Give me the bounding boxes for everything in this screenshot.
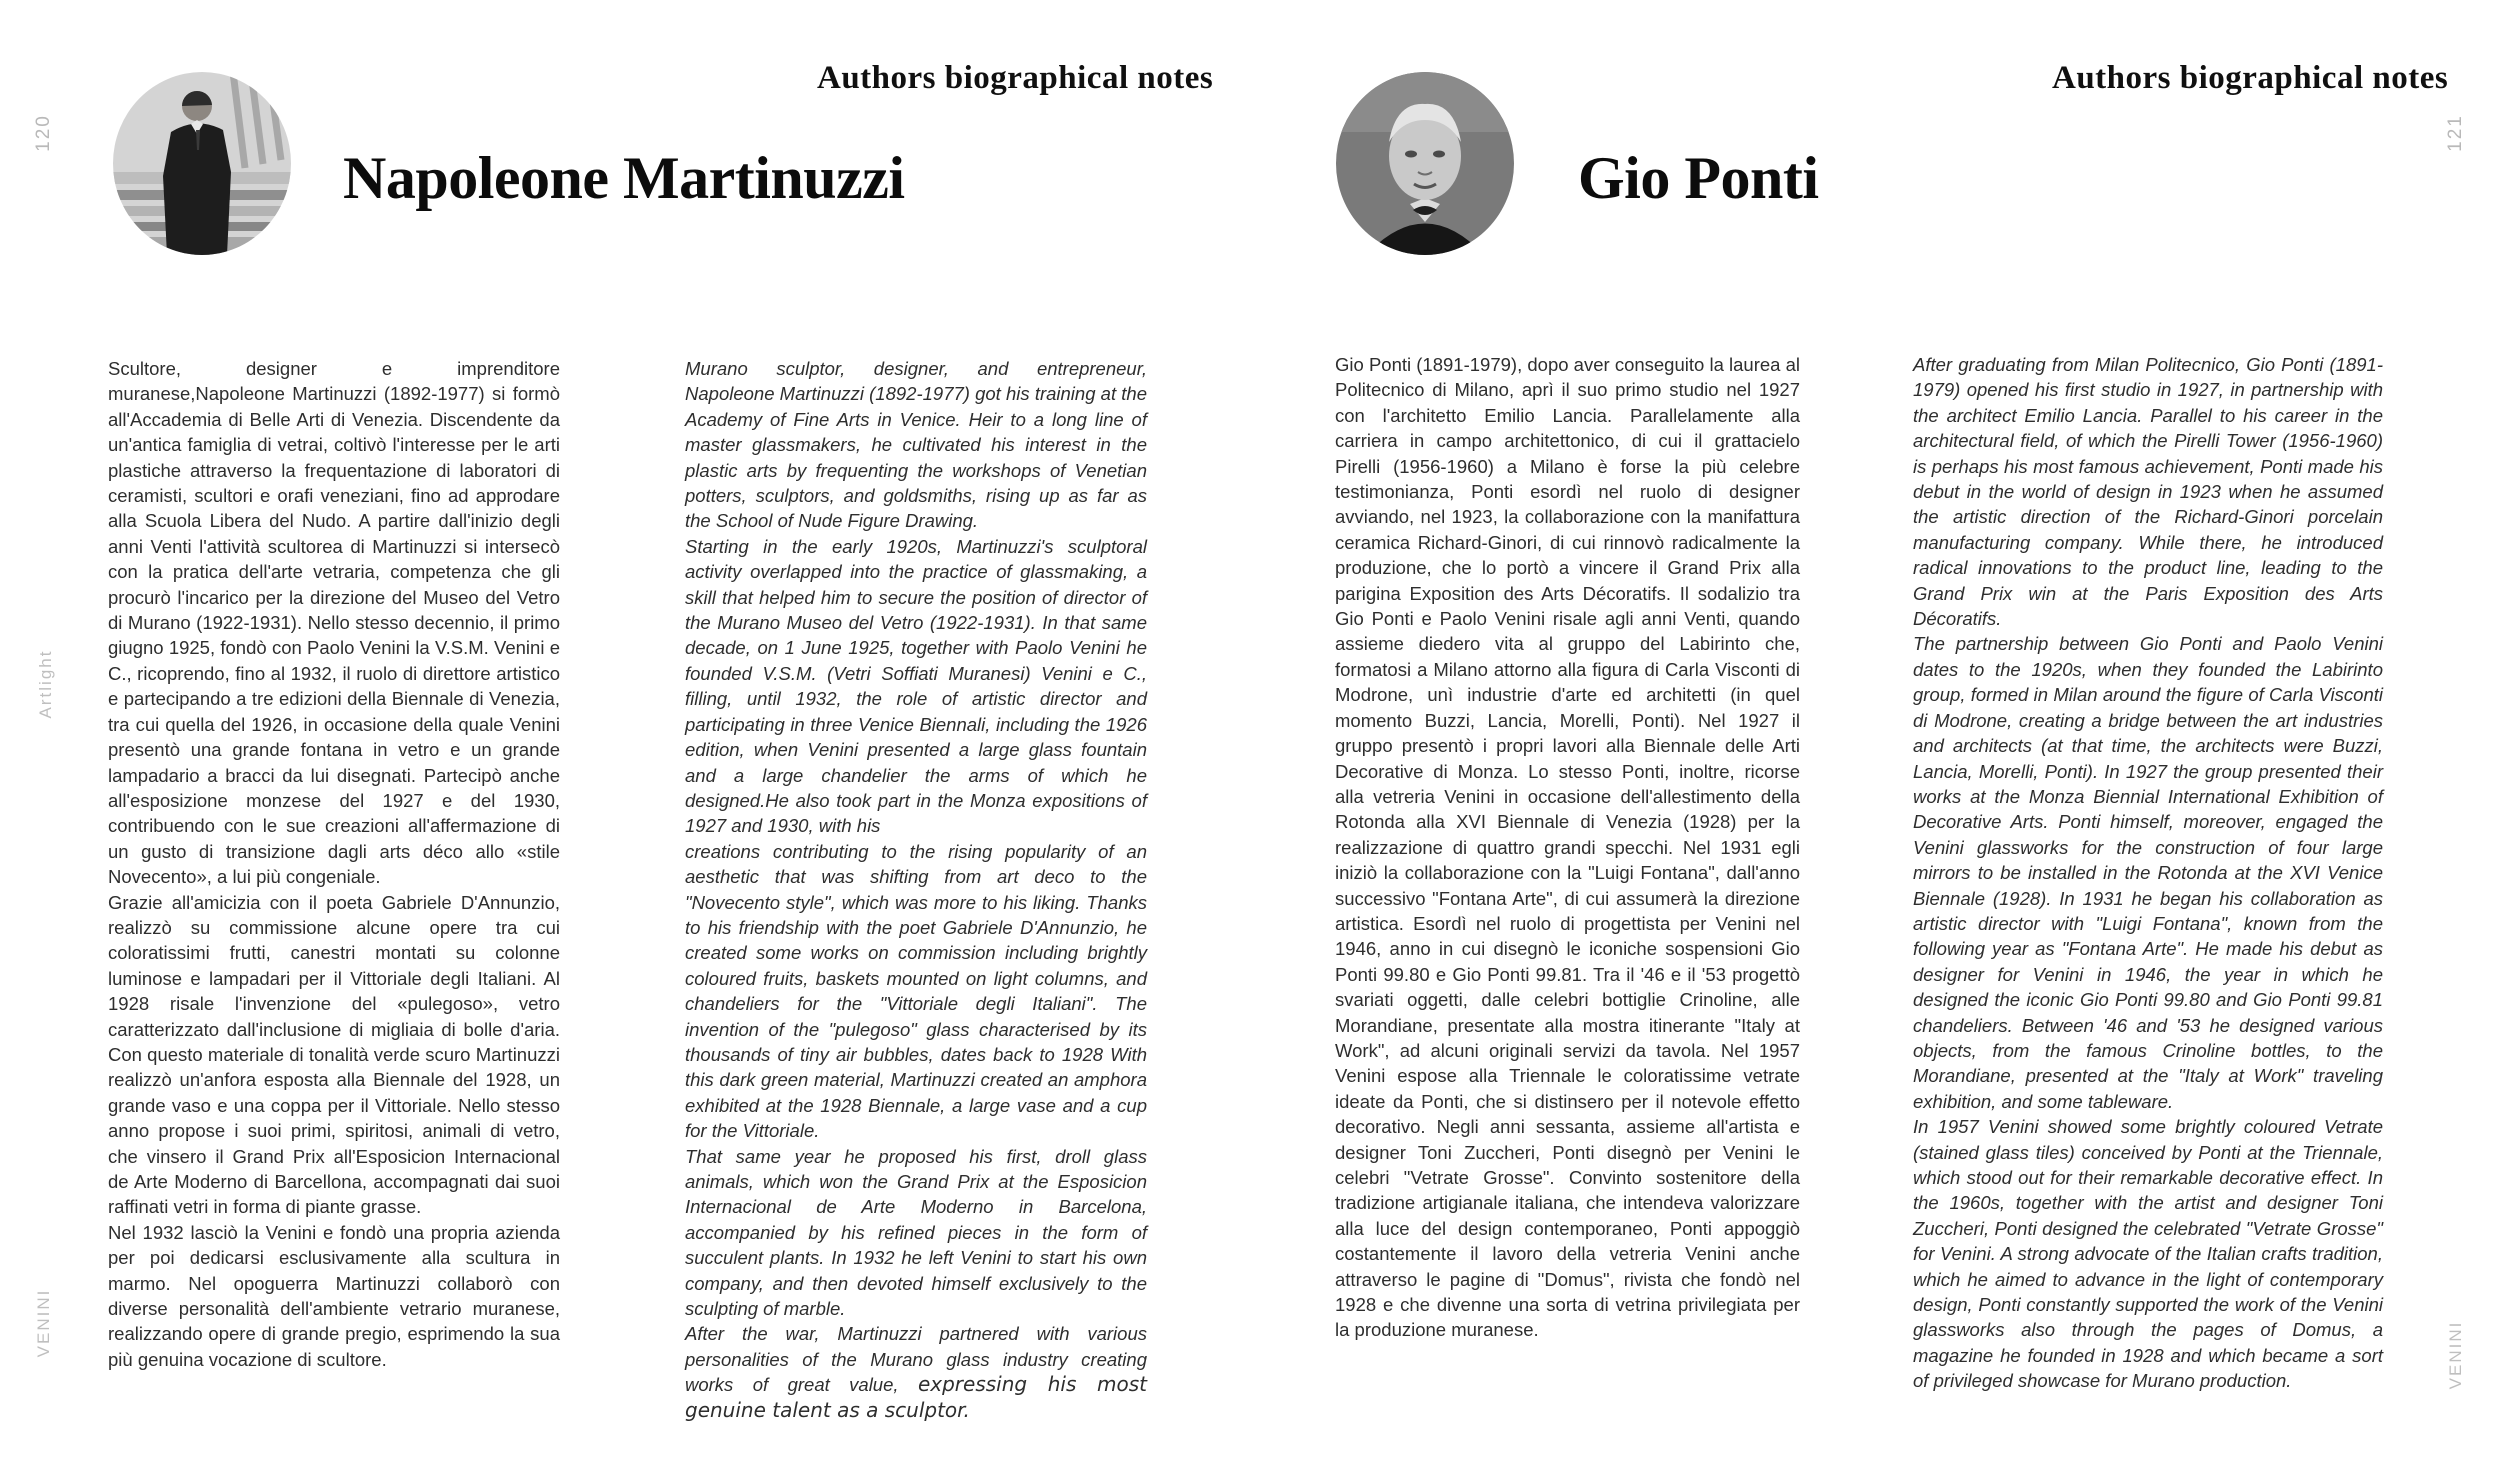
text-segment: Nel 1932 lasciò la Venini e fondò una propria azienda per poi dedicarsi esclusivamente alla scultura in marmo. Nel opoguerra Martinuzzi collaborò con diverse personalità dell'ambiente vetrario muranese, realizzando opere di grande pregio, esprimendo la sua più genuina vocazione di scultore. xyxy=(108,1221,560,1370)
paragraph xyxy=(685,1144,1147,1322)
text-segment: Gio Ponti (1891-1979), dopo aver conseguito la laurea al Politecnico di Milano, aprì il suo primo studio nel 1927 con l'architetto Emilio Lancia. Parallelamente alla carriera in campo architettonico, di cui il grattacielo Pirelli (1956-1960) a Milano è forse la più celebre testimonianza, Ponti esordì nel ruolo di designer avviando, nel 1923, la collaborazione con la manifattura ceramica Richard-Ginori, di cui rinnovò radicalmente la produzione, che lo portò a vincere il Grand Prix alla parigina Exposition des Arts Décoratifs. Il sodalizio tra Gio Ponti e Paolo Venini risale agli anni Venti, quando assieme diedero vita al gruppo del Labirinto che, formatosi a Milano attorno alla figura di Carla Visconti di Modrone, unì industrie d'arte ed architetti (in quel momento Buzzi, Lancia, Morelli, Ponti). Nel 1927 il gruppo presentò i propri lavori alla Biennale delle Arti Decorative di Monza. Lo stesso Ponti, inoltre, ricorse alla vetreria Venini in occasione dell'allestimento della Rotonda alla XVI Biennale di Venezia (1928) per la realizzazione di quattro grandi specchi. Nel 1931 egli iniziò la collaborazione con la "Luigi Fontana", dall'anno successivo "Fontana Arte", di cui assumerà la direzione artistica. Esordì nel ruolo di progettista per Venini nel 1946, anno in cui disegnò le iconiche sospensioni Gio Ponti 99.80 e Gio Ponti 99.81. Tra il '46 e il '53 progettò svariati oggetti, dalle celebri bottiglie Crinoline, alle Morandiane, presentate alla mostra itinerante "Italy at Work", ad alcuni originali servizi da tavola. Nel 1957 Venini espose alla Triennale le coloratissime vetrate ideate da Ponti, che si distinsero per il notevole effetto decorativo. Negli anni sessanta, assieme all'artista e designer Toni Zuccheri, Ponti disegnò per Venini le celebri "Vetrate Grosse". Convinto sostenitore della tradizione artigianale italiana, che intendeva valorizzare alla luce del design contemporaneo, Ponti appoggiò costantemente il lavoro della vetreria Venini anche attraverso le pagine di "Domus", rivista che fondò nel 1928 e che divenne una sorta di vetrina privilegiata per la produzione muranese. xyxy=(1335,354,1800,1341)
bio-italian-martinuzzi xyxy=(108,356,560,1372)
text-segment: creations contributing to the rising popularity of an aesthetic that was shifting from art deco to the "Novecento style", which was more to his liking. Thanks to his friendship with the poet Gabriele D'Annunzio, he created some works on commission including brightly coloured fruits, baskets mounted on light columns, and chandeliers for the "Vittoriale degli Italiani". The invention of the "pulegoso" glass characterised by its thousands of tiny air bubbles, dates back to 1928 With this dark green material, Martinuzzi created an amphora exhibited at the 1928 Biennale, a large vase and a cup for the Vittoriale. xyxy=(685,840,1147,1142)
paragraph xyxy=(1913,631,2383,1114)
bio-english-ponti xyxy=(1913,352,2383,1394)
paragraph xyxy=(685,839,1147,1144)
running-header-left: Authors biographical notes xyxy=(817,60,1214,96)
side-label-artlight: Artlight xyxy=(36,649,55,719)
bio-english-martinuzzi xyxy=(685,356,1147,1423)
ponti-portrait-photo xyxy=(1336,72,1514,255)
bio-italian-ponti xyxy=(1335,352,1800,1343)
running-header-right: Authors biographical notes xyxy=(2052,60,2449,96)
paragraph xyxy=(685,534,1147,839)
paragraph xyxy=(1913,352,2383,631)
page-title-martinuzzi: Napoleone Martinuzzi xyxy=(343,145,905,211)
page-number-right: 121 xyxy=(2445,114,2466,152)
text-segment: In 1957 Venini showed some brightly coloured Vetrate (stained glass tiles) conceived by Ponti at the Triennale, which stood out for their remarkable decorative effect. In the 1960s, together with the artist and designer Toni Zuccheri, Ponti designed the celebrated "Vetrate Grosse" for Venini. A strong advocate of the Italian crafts tradition, which he aimed to advance in the light of contemporary design, Ponti constantly supported the work of the Venini glassworks also through the pages of Domus, a magazine he founded in 1928 and which became a sort of privileged showcase for Murano production. xyxy=(1913,1116,2383,1392)
page-title-gio-ponti: Gio Ponti xyxy=(1578,145,1819,211)
text-segment: The partnership between Gio Ponti and Paolo Venini dates to the 1920s, when they founded the Labirinto group, formed in Milan around the figure of Carla Visconti di Modrone, creating a bridge between the art industries and architects (at that time, the architects were Buzzi, Lancia, Morelli, Ponti). In 1927 the group presented their works at the Monza Biennial International Exhibition of Decorative Arts. Ponti himself, moreover, engaged the Venini glassworks for the construction of four large mirrors to be installed in the Rotonda at the XVI Venice Biennale (1928). In 1931 he began his collaboration as artistic director with "Luigi Fontana", known from the following year as "Fontana Arte". He made his debut as designer for Venini in 1946, the year in which he designed the iconic Gio Ponti 99.80 and Gio Ponti 99.81 chandeliers. Between '46 and '53 he designed various objects, from the famous Crinoline bottles, to the Morandiane, presented at the "Italy at Work" traveling exhibition, and some tableware. xyxy=(1913,633,2383,1112)
page-number-left: 120 xyxy=(33,114,54,152)
side-label-venini-right: VENINI xyxy=(2446,1320,2465,1390)
text-segment: expressing his most genuine talent as a sculptor. xyxy=(685,1372,1147,1422)
text-segment: Murano sculptor, designer, and entrepreneur, Napoleone Martinuzzi (1892-1977) got his training at the Academy of Fine Arts in Venice. Heir to a long line of master glassmakers, he cultivated his interest in the plastic arts by frequenting the workshops of Venetian potters, sculptors, and goldsmiths, rising up as far as the School of Nude Figure Drawing. xyxy=(685,358,1147,532)
paragraph xyxy=(108,1220,560,1372)
martinuzzi-portrait-photo xyxy=(113,72,291,255)
text-segment: Scultore, designer e imprenditore muranese,Napoleone Martinuzzi (1892-1977) si formò all'Accademia di Belle Arti di Venezia. Discendente da un'antica famiglia di vetrai, coltivò l'interesse per le arti plastiche attraverso la frequentazione di laboratori di ceramisti, scultori e orafi veneziani, fino ad approdare alla Scuola Libera del Nudo. A partire dall'inizio degli anni Venti l'attività scultorea di Martinuzzi si intersecò con la pratica dell'arte vetraria, competenza che gli procurò l'incarico per la direzione del Museo del Vetro di Murano (1922-1931). Nello stesso decennio, il primo giugno 1925, fondò con Paolo Venini la V.S.M. Venini e C., ricoprendo, fino al 1932, il ruolo di direttore artistico e partecipando a tre edizioni della Biennale di Venezia, tra cui quella del 1926, in occasione della quale Venini presentò una grande fontana in vetro e un grande lampadario a bracci da lui disegnati. Partecipò anche all'esposizione monzese del 1927 e del 1930, contribuendo con le sue creazioni all'affermazione di un gusto di transizione dagli arts déco allo «stile Novecento», a lui più congeniale. xyxy=(108,358,560,888)
paragraph xyxy=(1335,352,1800,1343)
text-segment: After the war, Martinuzzi partnered with various personalities of the Murano glass industry creating works of great value, xyxy=(685,1323,1147,1396)
text-segment: After graduating from Milan Politecnico, Gio Ponti (1891-1979) opened his first studio in 1927, in partnership with the architect Emilio Lancia. Parallel to his career in the architectural field, of which the Pirelli Tower (1956-1960) is perhaps his most famous achievement, Ponti made his debut in the world of design in 1923 when he assumed the artistic direction of the Richard-Ginori porcelain manufacturing company. While there, he introduced radical innovations to the product line, leading to the Grand Prix win at the Paris Exposition des Arts Décoratifs. xyxy=(1913,354,2383,630)
paragraph xyxy=(108,890,560,1220)
side-label-venini-left: VENINI xyxy=(34,1288,53,1358)
text-segment: Grazie all'amicizia con il poeta Gabriele D'Annunzio, realizzò su commissione alcune opere tra cui coloratissimi frutti, canestri montati su colonne luminose e lampadari per il Vittoriale degli Italiani. Al 1928 risale l'invenzione del «pulegoso», vetro caratterizzato dall'inclusione di migliaia di bolle d'aria. Con questo materiale di tonalità verde scuro Martinuzzi realizzò un'anfora esposta alla Biennale del 1928, un grande vaso e una coppa per il Vittoriale. Nello stesso anno propose i suoi primi, spiritosi, animali di vetro, che vinsero il Grand Prix all'Esposicion Internacional de Arte Moderno di Barcellona, accompagnati dai suoi raffinati vetri in forma di piante grasse. xyxy=(108,891,560,1218)
paragraph xyxy=(685,356,1147,534)
paragraph xyxy=(1913,1114,2383,1393)
paragraph xyxy=(685,1321,1147,1423)
text-segment: Starting in the early 1920s, Martinuzzi's sculptoral activity overlapped into the practice of glassmaking, a skill that helped him to secure the position of director of the Murano Museo del Vetro (1922-1931). In that same decade, on 1 June 1925, together with Paolo Venini he founded V.S.M. (Vetri Soffiati Muranesi) Venini e C., filling, until 1932, the role of artistic director and participating in three Venice Biennali, including the 1926 edition, when Venini presented a large glass fountain and a large chandelier the arms of which he designed.He also took part in the Monza expositions of 1927 and 1930, with his xyxy=(685,535,1147,837)
paragraph xyxy=(108,356,560,890)
text-segment: That same year he proposed his first, droll glass animals, which won the Grand Prix at the Esposicion Internacional de Arte Moderno in Barcelona, accompanied by his refined pieces in the form of succulent plants. In 1932 he left Venini to start his own company, and then devoted himself exclusively to the sculpting of marble. xyxy=(685,1145,1147,1320)
